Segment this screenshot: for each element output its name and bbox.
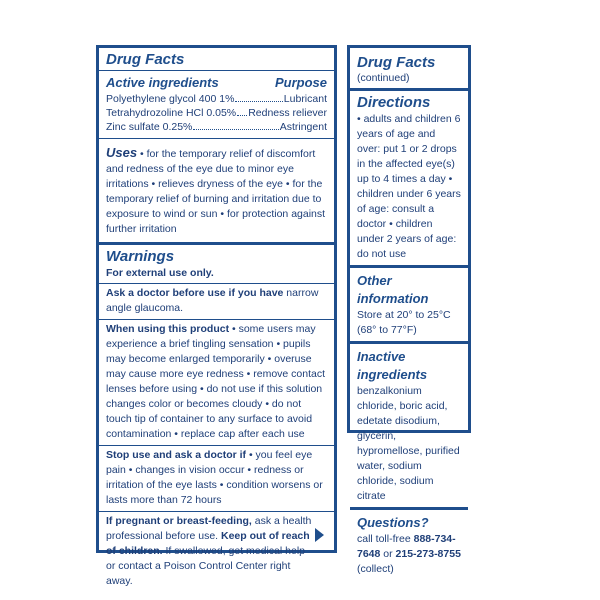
pregnant-text: ask a health professional before use. <box>106 515 312 542</box>
questions-section <box>350 510 468 580</box>
when-using-lead: When using this product <box>106 323 230 335</box>
purpose-heading: Purpose <box>274 75 327 90</box>
questions-text-before: call toll-free <box>357 533 414 545</box>
ask-doctor-text: narrow angle glaucoma. <box>106 287 319 314</box>
ask-doctor-paragraph <box>106 286 327 316</box>
stop-use-paragraph <box>106 448 327 508</box>
questions-heading: Questions? <box>357 515 429 530</box>
stop-use-text: • you feel eye pain • changes in vision occur • redness or irritation of the eye lasts • condition worsens or lasts more than 72 hours <box>106 449 323 506</box>
ingredient-name: Tetrahydrozoline HCl 0.05% <box>106 107 237 119</box>
keep-out-of-reach: Keep out of reach of children. <box>106 530 310 557</box>
directions-section <box>350 91 468 268</box>
questions-text-mid: or <box>380 548 396 560</box>
drug-facts-title-continued: Drug Facts <box>357 54 436 71</box>
continued-label: (continued) <box>357 72 410 84</box>
ingredient-purpose: Lubricant <box>283 93 327 105</box>
drug-facts-panel-left <box>96 45 337 587</box>
external-use-text: For external use only. <box>106 267 214 279</box>
ask-doctor-lead: Ask a doctor before use if you have <box>106 287 284 299</box>
ingredient-purpose: Astringent <box>279 121 327 133</box>
stop-use-lead: Stop use and ask a doctor if <box>106 449 247 461</box>
right-triangle-arrow-icon <box>315 528 324 542</box>
drug-facts-panel-right <box>347 45 471 575</box>
inactive-ingredients-section <box>350 344 468 510</box>
pregnant-lead: If pregnant or breast-feeding, <box>106 515 252 527</box>
uses-text-block <box>106 145 327 237</box>
phone-number-toll-free: 888-734-7648 <box>357 533 456 560</box>
uses-heading: Uses <box>106 145 138 160</box>
ingredient-name: Zinc sulfate 0.25% <box>106 121 193 133</box>
dot-leader <box>237 115 247 116</box>
swallowed-text: If swallowed, get medical help or contact a Poison Control Center right away. <box>106 545 305 587</box>
warnings-section <box>99 245 334 587</box>
ingredient-row <box>106 120 327 134</box>
ingredient-name: Polyethylene glycol 400 1% <box>106 93 235 105</box>
when-using-text: • some users may experience a brief tingling sensation • pupils may become enlarged temporarily • overuse may cause more eye redness • remove contact lenses before using • do not use if this solution changes color or becomes cloudy • do not touch tip of container to any surface to avoid contamination • replace cap after each use <box>106 323 326 440</box>
drug-facts-title: Drug Facts <box>106 51 185 68</box>
other-information-text: Store at 20° to 25°C (68° to 77°F) <box>357 309 451 336</box>
dot-leader <box>235 101 282 102</box>
questions-text <box>357 532 461 577</box>
other-information-section <box>350 268 468 344</box>
pregnant-paragraph <box>106 514 312 589</box>
active-ingredients-header <box>106 74 327 92</box>
uses-section <box>99 139 334 245</box>
directions-heading: Directions <box>357 94 431 111</box>
when-using-block <box>99 319 334 445</box>
phone-number-collect: 215-273-8755 <box>395 548 461 560</box>
active-ingredients-section <box>99 71 334 139</box>
ingredient-purpose: Redness reliever <box>248 107 327 119</box>
inactive-ingredients-heading: Inactive ingredients <box>357 349 428 382</box>
ingredient-row <box>106 106 327 120</box>
other-information-heading: Other information <box>357 273 429 306</box>
drug-facts-continued-header <box>350 48 468 91</box>
drug-facts-header <box>99 48 334 71</box>
when-using-paragraph <box>106 322 327 442</box>
stop-use-block <box>99 445 334 511</box>
active-ingredients-heading: Active ingredients <box>106 75 219 90</box>
dot-leader <box>193 129 278 130</box>
pregnant-block <box>99 511 334 592</box>
uses-text: • for the temporary relief of discomfort and redness of the eye due to minor eye irritations • relieves dryness of the eye • for the temporary relief of burning and irritation due to exposure to wind or sun • for protection against further irritation <box>106 148 326 235</box>
questions-text-after: (collect) <box>357 563 394 575</box>
ingredient-row <box>106 92 327 106</box>
inactive-ingredients-text: benzalkonium chloride, boric acid, edetate disodium, glycerin, hypromellose, purified water, sodium chloride, sodium citrate <box>357 385 460 502</box>
directions-text: • adults and children 6 years of age and over: put 1 or 2 drops in the affected eye(s) up to 4 times a day • children under 6 years of age: consult a doctor • children under 2 years of age: do not use <box>357 113 461 260</box>
ask-doctor-block <box>99 283 334 319</box>
warnings-heading: Warnings <box>106 248 175 265</box>
